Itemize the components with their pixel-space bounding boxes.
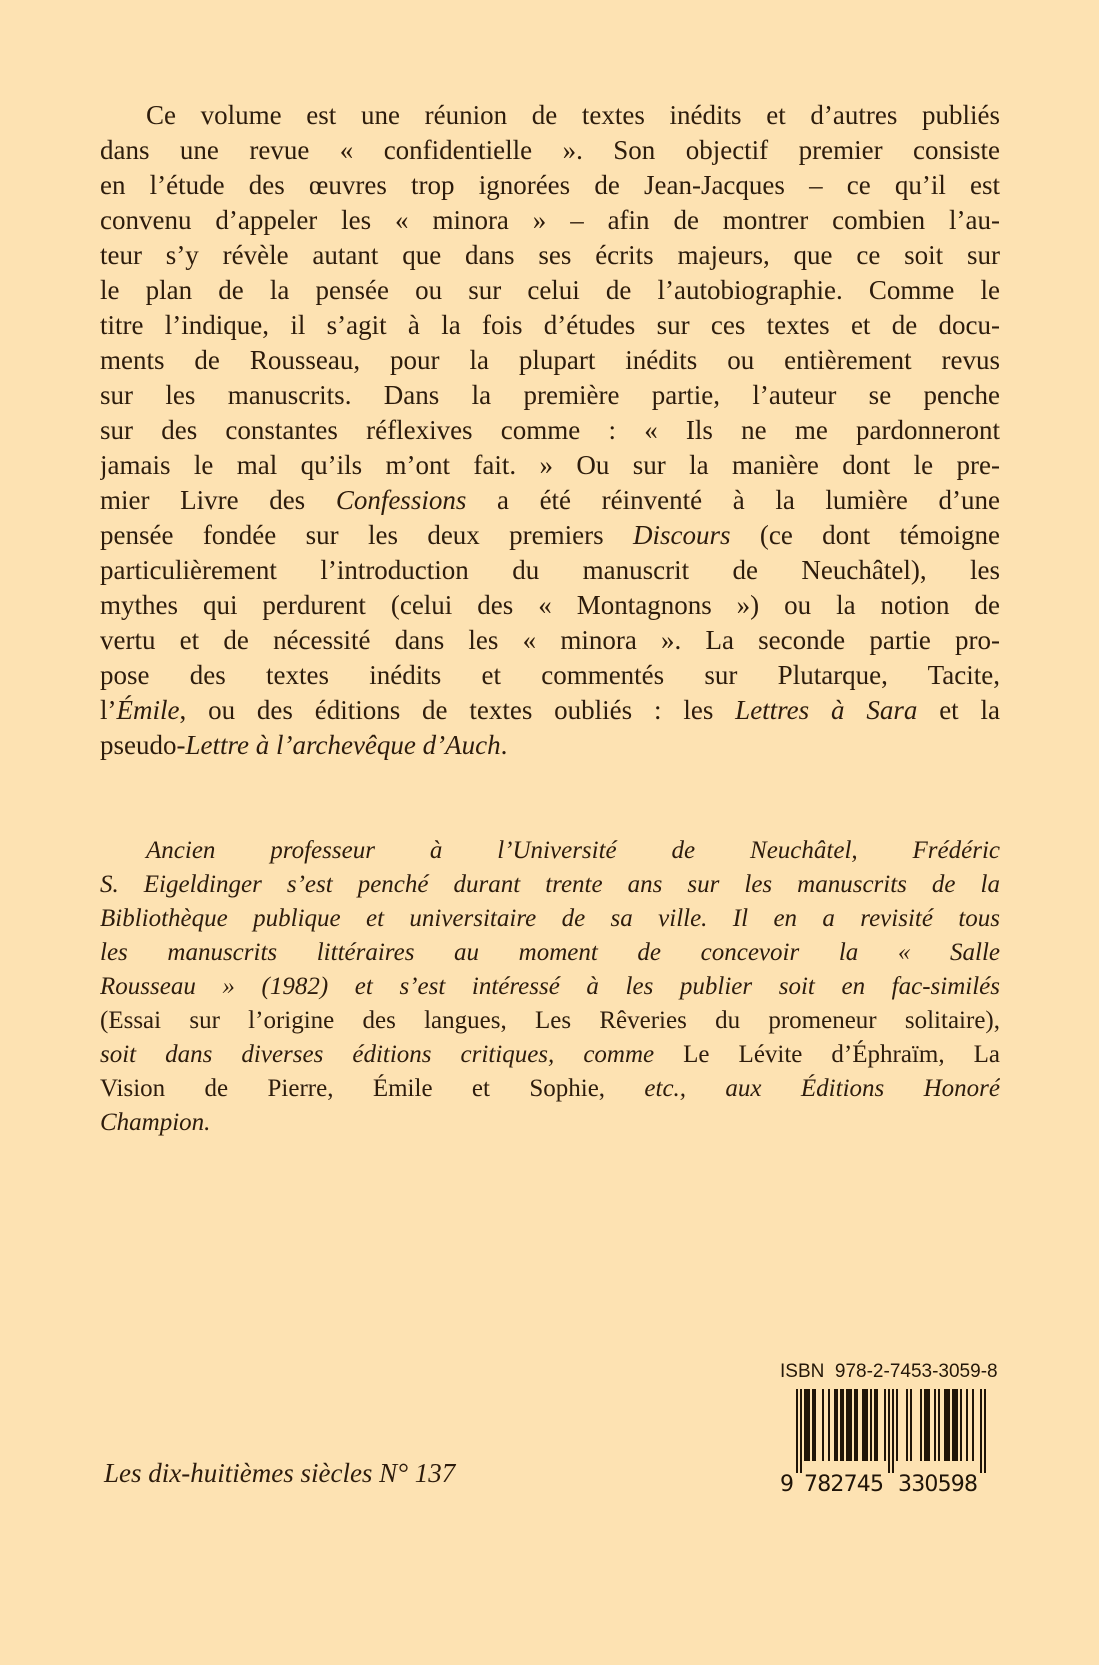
text-line: sur des constantes réflexives comme : « Ils ne me pardonneront — [100, 415, 1000, 445]
ean13-barcode-svg — [780, 1389, 992, 1495]
barcode-digits: 782745 — [804, 1472, 884, 1495]
text-line: sur les manuscrits. Dans la première partie, l’auteur se penche — [100, 380, 1000, 410]
text-line: pose des textes inédits et commentés sur Plutarque, Tacite, — [100, 660, 1000, 690]
text-line: ments de Rousseau, pour la plupart inédits ou entièrement revus — [100, 345, 1000, 375]
text-line: Ancien professeur à l’Université de Neuchâtel, Frédéric — [146, 837, 1000, 864]
text-line: mythes qui perdurent (celui des « Montagnons ») ou la notion de — [100, 590, 1000, 620]
text-line: Rousseau » (1982) et s’est intéressé à les publier soit en fac-similés — [100, 973, 1000, 1000]
synopsis-paragraph — [100, 98, 1000, 763]
text-line: pseudo-Lettre à l’archevêque d’Auch. — [100, 730, 508, 760]
barcode-digits: 9 — [780, 1472, 794, 1495]
text-line: mier Livre des Confessions a été réinventé à la lumière d’une — [100, 485, 1000, 515]
isbn-label: ISBN 978-2-7453-3059-8 — [780, 1361, 998, 1382]
text-line: convenu d’appeler les « minora » – afin de montrer combien l’au- — [100, 205, 1000, 235]
text-line: Vision de Pierre, Émile et Sophie, etc., aux Éditions Honoré — [100, 1075, 1000, 1102]
text-line: Ce volume est une réunion de textes inédits et d’autres publiés — [146, 100, 1000, 130]
text-line: teur s’y révèle autant que dans ses écrits majeurs, que ce soit sur — [100, 240, 1000, 270]
barcode-digits: 330598 — [898, 1472, 978, 1495]
isbn-block — [780, 1360, 998, 1495]
text-line: S. Eigeldinger s’est penché durant trente ans sur les manuscrits de la — [100, 871, 1000, 898]
text-line: titre l’indique, il s’agit à la fois d’études sur ces textes et de docu- — [100, 310, 1000, 340]
text-line: Bibliothèque publique et universitaire de sa ville. Il en a revisité tous — [100, 905, 1000, 932]
series-label: Les dix-huitièmes siècles N° 137 — [104, 1458, 456, 1488]
text-line: vertu et de nécessité dans les « minora ». La seconde partie pro- — [100, 625, 1000, 655]
text-line: les manuscrits littéraires au moment de concevoir la « Salle — [100, 939, 1000, 966]
text-line: le plan de la pensée ou sur celui de l’autobiographie. Comme le — [100, 275, 1000, 305]
text-line: (Essai sur l’origine des langues, Les Rêveries du promeneur solitaire), — [100, 1007, 1000, 1034]
text-line: pensée fondée sur les deux premiers Discours (ce dont témoigne — [100, 520, 1000, 550]
text-line: soit dans diverses éditions critiques, comme Le Lévite d’Éphraïm, La — [100, 1041, 1000, 1068]
text-line: dans une revue « confidentielle ». Son objectif premier consiste — [100, 135, 1000, 165]
author-bio-paragraph — [100, 834, 1000, 1140]
text-line: en l’étude des œuvres trop ignorées de Jean-Jacques – ce qu’il est — [100, 170, 1000, 200]
text-line: particulièrement l’introduction du manuscrit de Neuchâtel), les — [100, 555, 1000, 585]
text-line: Champion. — [100, 1109, 211, 1136]
text-line: jamais le mal qu’ils m’ont fait. » Ou sur la manière dont le pre- — [100, 450, 1000, 480]
text-line: l’Émile, ou des éditions de textes oubliés : les Lettres à Sara et la — [100, 695, 1000, 725]
ean13-barcode — [780, 1389, 992, 1495]
